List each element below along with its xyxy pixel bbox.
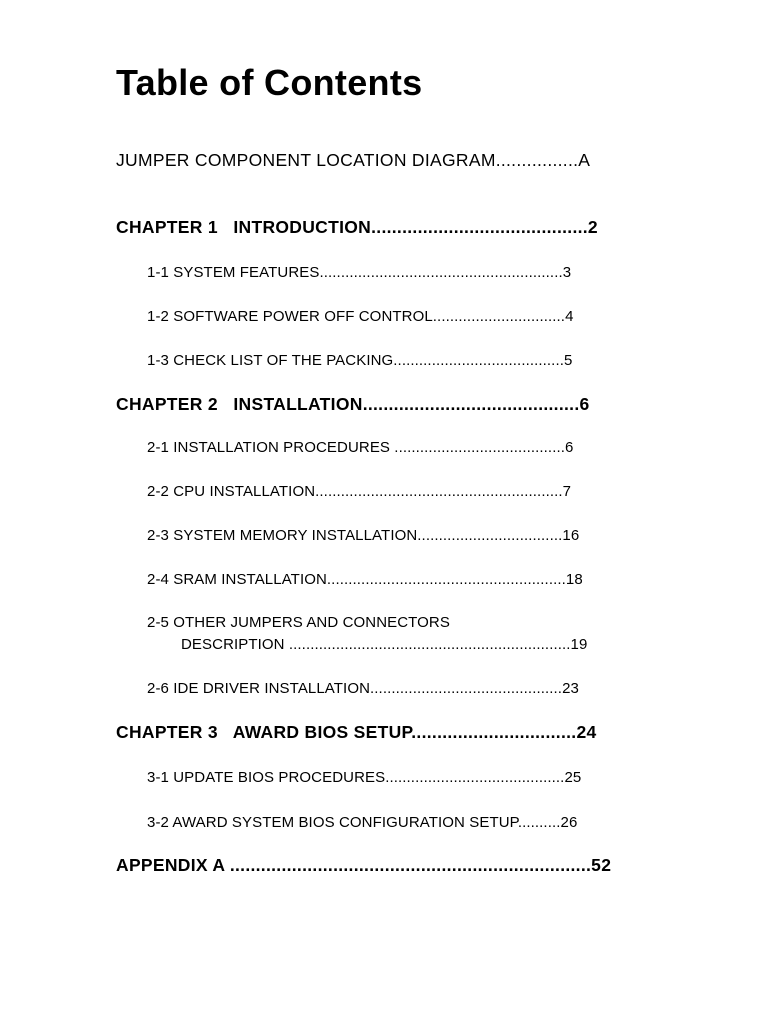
- toc-entry-2-5-continued: DESCRIPTION ..................................................................19: [181, 636, 588, 653]
- toc-entry-chapter-2: CHAPTER 2 INSTALLATION..........................................6: [116, 394, 590, 414]
- toc-entry-2-1: 2-1 INSTALLATION PROCEDURES ........................................6: [147, 439, 574, 456]
- toc-entry-chapter-3: CHAPTER 3 AWARD BIOS SETUP................................24: [116, 722, 597, 742]
- toc-entry-jumper-diagram: JUMPER COMPONENT LOCATION DIAGRAM................A: [116, 150, 591, 170]
- toc-entry-1-3: 1-3 CHECK LIST OF THE PACKING........................................5: [147, 352, 573, 369]
- toc-entry-2-3: 2-3 SYSTEM MEMORY INSTALLATION..................................16: [147, 527, 580, 544]
- toc-entry-3-2: 3-2 AWARD SYSTEM BIOS CONFIGURATION SETUP..........26: [147, 814, 578, 831]
- toc-entry-1-2: 1-2 SOFTWARE POWER OFF CONTROL...............................4: [147, 308, 574, 325]
- toc-entry-appendix-a: APPENDIX A ......................................................................52: [116, 855, 612, 875]
- toc-entry-1-1: 1-1 SYSTEM FEATURES.........................................................3: [147, 264, 572, 281]
- page-title: Table of Contents: [116, 62, 423, 103]
- toc-entry-2-6: 2-6 IDE DRIVER INSTALLATION.............................................23: [147, 680, 579, 697]
- toc-entry-3-1: 3-1 UPDATE BIOS PROCEDURES..........................................25: [147, 769, 582, 786]
- toc-entry-2-4: 2-4 SRAM INSTALLATION........................................................18: [147, 571, 583, 588]
- toc-entry-chapter-1: CHAPTER 1 INTRODUCTION..........................................2: [116, 217, 598, 237]
- toc-entry-2-5: 2-5 OTHER JUMPERS AND CONNECTORS: [147, 614, 450, 631]
- toc-entry-2-2: 2-2 CPU INSTALLATION..........................................................7: [147, 483, 572, 500]
